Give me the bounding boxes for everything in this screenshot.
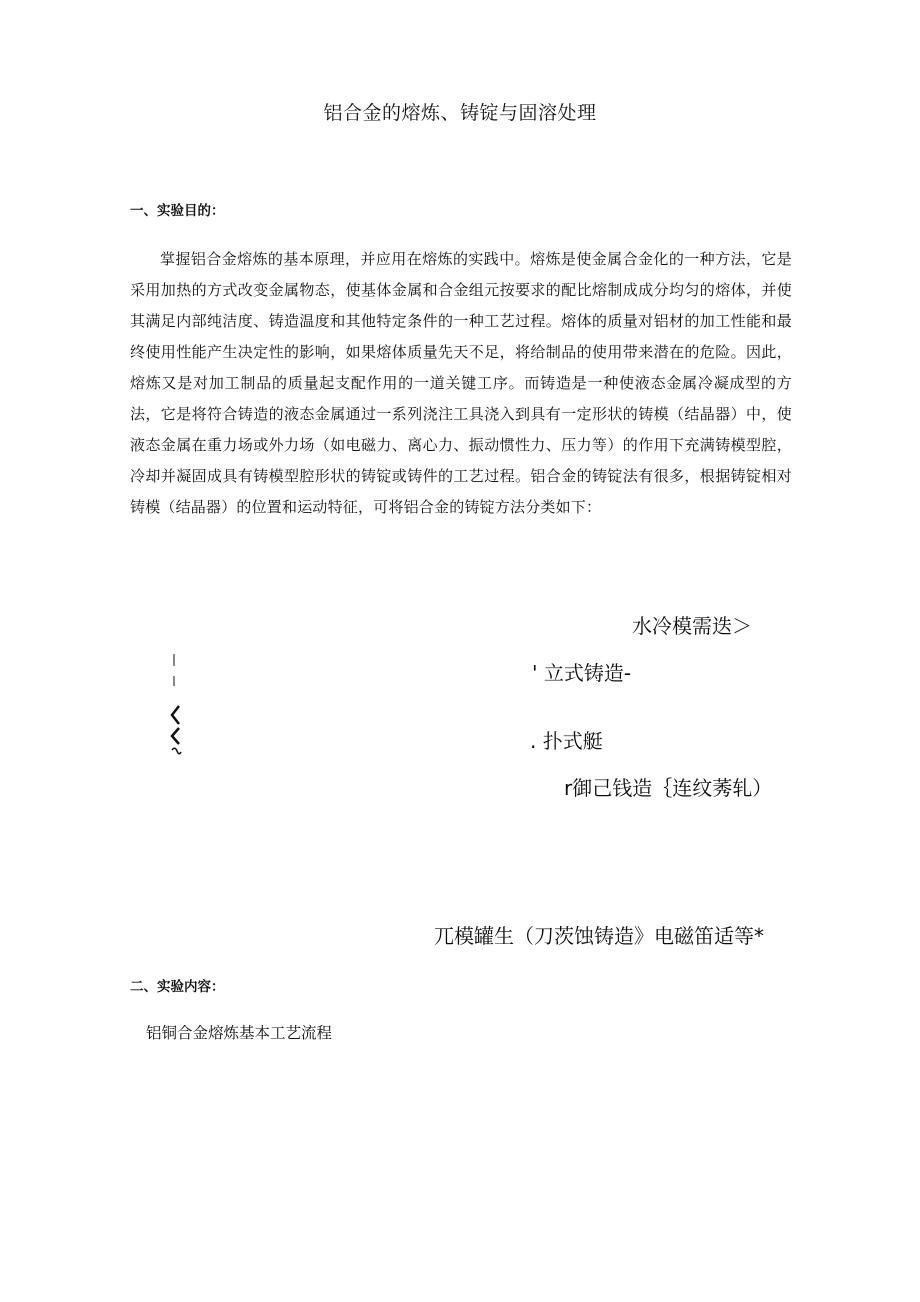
content-text: 铝铜合金熔炼基本工艺流程 <box>146 1024 333 1042</box>
document-title: 铝合金的熔炼、铸锭与固溶处理 <box>323 102 597 124</box>
diagram-label-continuous-casting-rolling: r御己钱造｛连纹莠轧） <box>564 776 773 800</box>
section-heading-content: 二、实验内容： <box>130 979 225 995</box>
diagram-label-horizontal-casting: . 扑式艇 <box>530 729 603 753</box>
purpose-paragraph: 掌握铝合金熔炼的基本原理，并应用在熔炼的实践中。熔炼是使金属合金化的一种方法，它是采用加热的方式改变金属物态，使基体金属和合金组元按要求的配比熔制成成分均匀的熔体，并使其满足内部纯洁度、铸造温度和其他特定条件的一种工艺过程。熔体的质量对铝材的加工性能和最终使用性能产生决定性的影响，如果熔体质量先天不足，将给制品的使用带来潜在的危险。因此，熔炼又是对加工制品的质量起支配作用的一道关键工序。而铸造是一种使液态金属冷凝成型的方法，它是将符合铸造的液态金属通过一系列浇注工具浇入到具有一定形状的铸模（结晶器）中，使液态金属在重力场或外力场（如电磁力、离心力、振动惯性力、压力等）的作用下充满铸模型腔，冷却并凝固成具有铸模型腔形状的铸锭或铸件的工艺过程。铝合金的铸锭法有很多，根据铸锭相对铸模（结晶器）的位置和运动特征，可将铝合金的铸锭方法分类如下： <box>130 250 792 516</box>
diagram-bracket-mark <box>168 652 182 760</box>
diagram-label-water-cooled-mold: 水冷模需迭＞ <box>632 614 752 638</box>
diagram-label-vertical-casting: ' 立式铸造- <box>532 661 632 685</box>
diagram-label-moldless-casting: 兀模罐生（刀茨蚀铸造》电磁笛适等* <box>434 924 764 948</box>
section-heading-purpose: 一、实验目的： <box>130 203 225 219</box>
